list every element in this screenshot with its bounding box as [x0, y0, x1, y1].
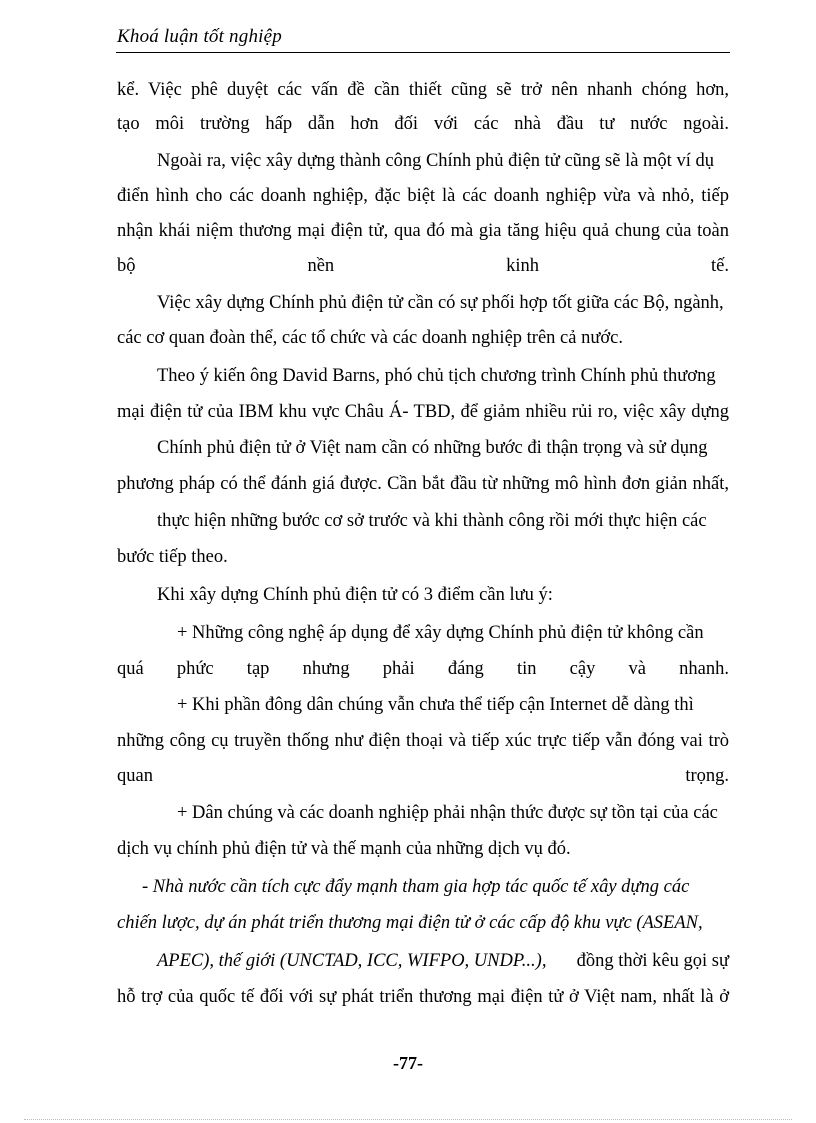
- text-line: kể. Việc phê duyệt các vấn đề cần thiết cũng sẽ trở nên nhanh chóng hơn,: [117, 80, 729, 100]
- text-line: + Dân chúng và các doanh nghiệp phải nhận thức được sự tồn tại của các: [177, 803, 718, 823]
- text-line: Chính phủ điện tử ở Việt nam cần có những bước đi thận trọng và sử dụng: [157, 438, 708, 458]
- text-line: bước tiếp theo.: [117, 547, 228, 567]
- text-line: + Những công nghệ áp dụng để xây dựng Chính phủ điện tử không cần: [177, 623, 704, 643]
- header-rule: [116, 52, 730, 53]
- text-line: hỗ trợ của quốc tế đối với sự phát triển thương mại điện tử ở Việt nam, nhất là ở: [117, 987, 729, 1007]
- text-line: Việc xây dựng Chính phủ điện tử cần có sự phối hợp tốt giữa các Bộ, ngành,: [157, 293, 724, 313]
- text-line: Ngoài ra, việc xây dựng thành công Chính phủ điện tử cũng sẽ là một ví dụ: [157, 151, 714, 171]
- text-line: phương pháp có thể đánh giá được. Cần bắt đầu từ những mô hình đơn giản nhất,: [117, 474, 729, 494]
- text-line: + Khi phần đông dân chúng vẫn chưa thể tiếp cận Internet dễ dàng thì: [177, 695, 694, 715]
- text-line: mại điện tử của IBM khu vực Châu Á- TBD, để giảm nhiều rủi ro, việc xây dựng: [117, 402, 729, 422]
- text-line: bộ nền kinh tế.: [117, 256, 729, 276]
- text-line: quan trọng.: [117, 766, 729, 786]
- text-segment-italic: APEC), thế giới (UNCTAD, ICC, WIFPO, UNDP...),: [157, 951, 547, 971]
- text-line: điển hình cho các doanh nghiệp, đặc biệt là các doanh nghiệp vừa và nhỏ, tiếp: [117, 186, 729, 206]
- text-line: các cơ quan đoàn thể, các tổ chức và các doanh nghiệp trên cả nước.: [117, 328, 623, 348]
- text-line: tạo môi trường hấp dẫn hơn đối với các nhà đầu tư nước ngoài.: [117, 114, 729, 134]
- text-line: [157, 950, 729, 972]
- text-segment: đồng thời kêu gọi sự: [576, 951, 729, 971]
- text-line: thực hiện những bước cơ sở trước và khi thành công rồi mới thực hiện các: [157, 511, 707, 531]
- page-header-title: Khoá luận tốt nghiệp: [117, 26, 282, 47]
- page-number: -77-: [393, 1053, 423, 1073]
- text-line: Khi xây dựng Chính phủ điện tử có 3 điểm cần lưu ý:: [157, 585, 553, 605]
- text-line: nhận khái niệm thương mại điện tử, qua đó mà gia tăng hiệu quả chung của toàn: [117, 221, 729, 241]
- text-line: những công cụ truyền thống như điện thoại và tiếp xúc trực tiếp vẫn đóng vai trò: [117, 731, 729, 751]
- text-line: Theo ý kiến ông David Barns, phó chủ tịch chương trình Chính phủ thương: [157, 366, 716, 386]
- text-line: dịch vụ chính phủ điện tử và thế mạnh của những dịch vụ đó.: [117, 839, 571, 859]
- page-bottom-border: [24, 1119, 792, 1120]
- text-line: - Nhà nước cần tích cực đẩy mạnh tham gia hợp tác quốc tế xây dựng các: [142, 877, 690, 897]
- text-line: quá phức tạp nhưng phải đáng tin cậy và nhanh.: [117, 659, 729, 679]
- text-line: chiến lược, dự án phát triển thương mại điện tử ở các cấp độ khu vực (ASEAN,: [117, 913, 703, 933]
